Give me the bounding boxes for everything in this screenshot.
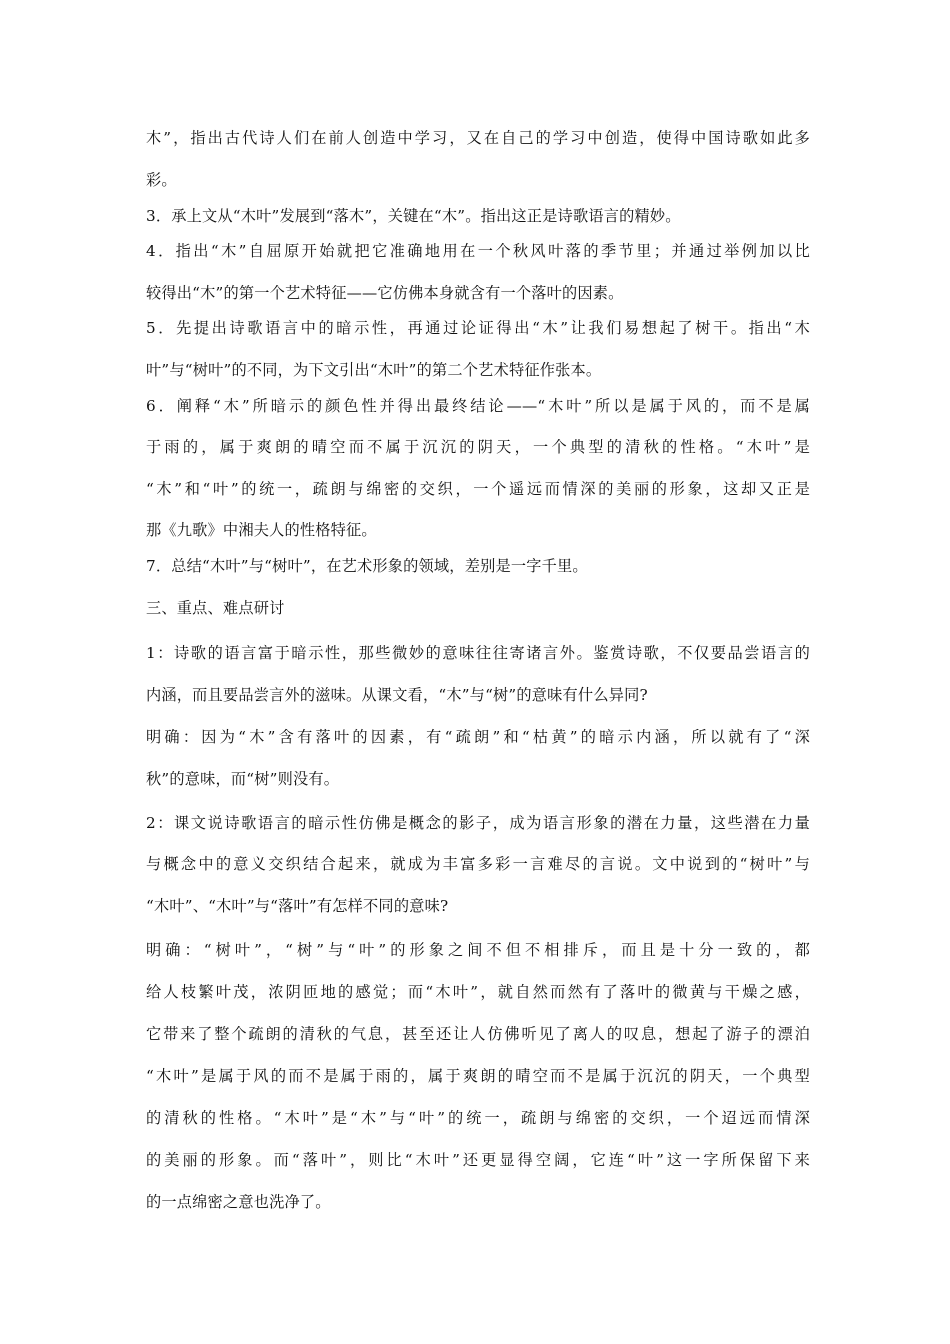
text-line: 给人枝繁叶茂，浓阴匝地的感觉；而“木叶”，就自然而然有了落叶的微黄与干燥之感， [146,983,810,1001]
text-line: 叶”与“树叶”的不同，为下文引出“木叶”的第二个艺术特征作张本。 [146,361,602,379]
text-line: 7．总结“木叶”与“树叶”，在艺术形象的领域，差别是一字千里。 [146,557,588,575]
text-line: 秋”的意味，而“树”则没有。 [146,770,340,788]
text-line: “木”和“叶”的统一，疏朗与绵密的交织，一个遥远而情深的美丽的形象，这却又正是 [146,480,810,498]
text-line: 明确：“树叶”，“树”与“叶”的形象之间不但不相排斥，而且是十分一致的，都 [146,941,810,959]
text-line: 于雨的，属于爽朗的晴空而不属于沉沉的阴天，一个典型的清秋的性格。“木叶”是 [146,438,810,456]
text-line: 的一点绵密之意也洗净了。 [146,1193,331,1211]
text-line: 木”，指出古代诗人们在前人创造中学习，又在自己的学习中创造，使得中国诗歌如此多 [146,129,810,147]
text-line: 4．指出“木”自屈原开始就把它准确地用在一个秋风叶落的季节里；并通过举例加以比 [146,242,810,260]
text-line: “木叶”是属于风的而不是属于雨的，属于爽朗的晴空而不是属于沉沉的阴天，一个典型 [146,1067,810,1085]
text-line: 那《九歌》中湘夫人的性格特征。 [146,521,377,539]
text-line: 2：课文说诗歌语言的暗示性仿佛是概念的影子，成为语言形象的潜在力量，这些潜在力量 [146,814,810,832]
text-line: 的清秋的性格。“木叶”是“木”与“叶”的统一，疏朗与绵密的交织，一个迢远而情深 [146,1109,810,1127]
text-line: 它带来了整个疏朗的清秋的气息，甚至还让人仿佛听见了离人的叹息，想起了游子的漂泊 [146,1025,810,1043]
text-line: 明确：因为“木”含有落叶的因素，有“疏朗”和“枯黄”的暗示内涵，所以就有了“深 [146,728,810,746]
text-line: 3．承上文从“木叶”发展到“落木”，关键在“木”。指出这正是诗歌语言的精妙。 [146,207,681,225]
text-line: 6．阐释“木”所暗示的颜色性并得出最终结论——“木叶”所以是属于风的，而不是属 [146,397,810,415]
text-line: 彩。 [146,171,177,189]
text-line: 内涵，而且要品尝言外的滋味。从课文看，“木”与“树”的意味有什么异同? [146,686,648,704]
text-line: 5．先提出诗歌语言中的暗示性，再通过论证得出“木”让我们易想起了树干。指出“木 [146,319,810,337]
text-line: 与概念中的意义交织结合起来，就成为丰富多彩一言难尽的言说。文中说到的“树叶”与 [146,855,810,873]
text-line: 1：诗歌的语言富于暗示性，那些微妙的意味往往寄诸言外。鉴赏诗歌，不仅要品尝语言的 [146,644,810,662]
text-line: 的美丽的形象。而“落叶”，则比“木叶”还更显得空阔，它连“叶”这一字所保留下来 [146,1151,810,1169]
section-heading: 三、重点、难点研讨 [146,599,285,617]
text-line: “木叶”、“木叶”与“落叶”有怎样不同的意味? [146,897,449,915]
text-line: 较得出“木”的第一个艺术特征——它仿佛本身就含有一个落叶的因素。 [146,284,624,302]
